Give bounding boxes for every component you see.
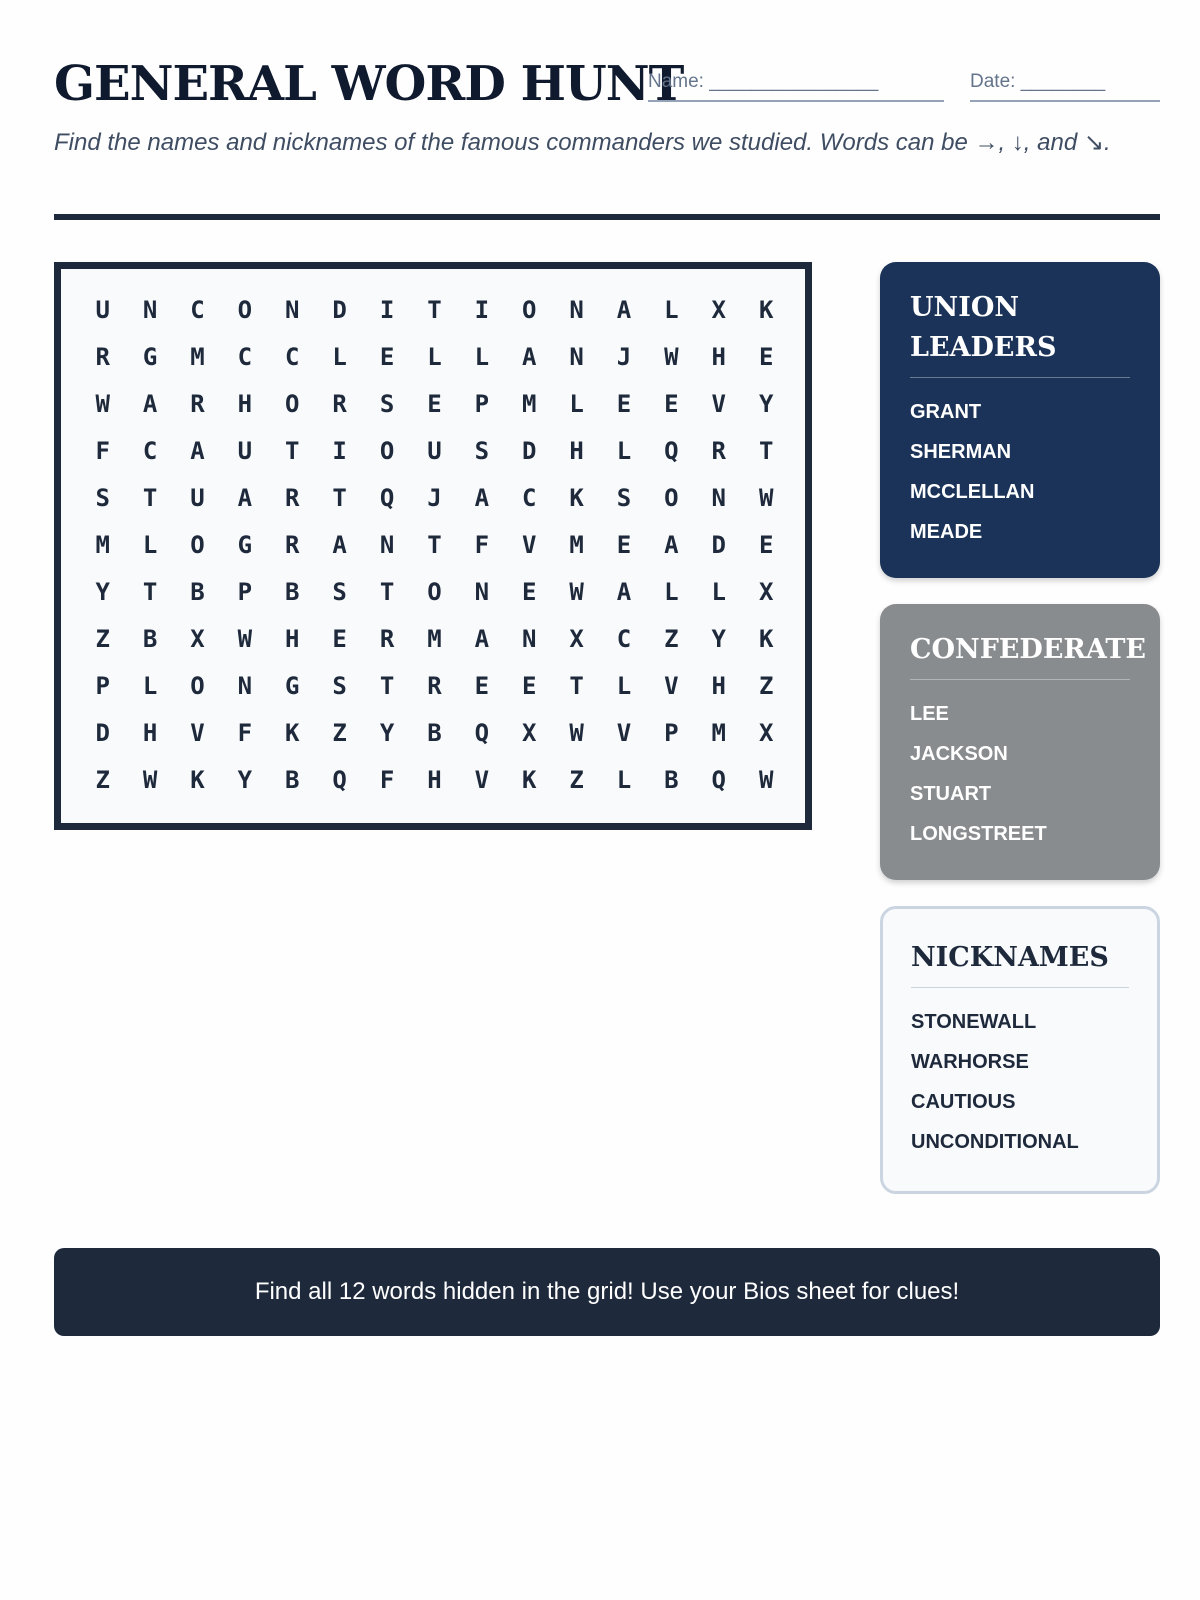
grid-cell[interactable]: J <box>616 343 632 371</box>
word-list <box>910 694 1130 854</box>
instructions: Find the names and nicknames of the famous commanders we studied. Words can be →, ↓, and ↘. <box>54 129 1111 156</box>
grid-cell[interactable]: K <box>521 766 537 794</box>
grid-cell[interactable]: H <box>569 437 584 465</box>
grid-cell[interactable]: H <box>142 719 158 747</box>
divider <box>54 214 1160 220</box>
grid-cell[interactable]: N <box>569 343 584 371</box>
grid-cell[interactable]: V <box>664 672 679 700</box>
grid-cell[interactable]: O <box>521 296 537 324</box>
grid-cell[interactable]: E <box>616 390 632 418</box>
grid-cell[interactable]: M <box>569 531 584 559</box>
grid-cell[interactable]: W <box>95 390 110 418</box>
grid-cell[interactable]: E <box>474 672 490 700</box>
grid-cell[interactable]: B <box>664 766 679 794</box>
grid-cell[interactable]: F <box>237 719 253 747</box>
grid-cell[interactable]: L <box>616 437 632 465</box>
grid-cell[interactable]: T <box>427 296 442 324</box>
grid-cell[interactable]: O <box>664 484 679 512</box>
grid-cell[interactable]: R <box>379 625 395 653</box>
grid-cell[interactable]: H <box>427 766 442 794</box>
word-list <box>911 1002 1129 1162</box>
grid-cell[interactable]: N <box>379 531 395 559</box>
name-field[interactable]: Name: ________________ <box>648 66 944 102</box>
grid-cell[interactable]: M <box>711 719 726 747</box>
grid-cell[interactable]: W <box>569 719 584 747</box>
grid-cell[interactable]: C <box>237 343 253 371</box>
grid-cell[interactable]: R <box>711 437 726 465</box>
grid-cell[interactable]: A <box>616 578 632 606</box>
grid-cell[interactable]: Q <box>474 719 490 747</box>
grid-cell[interactable]: D <box>711 531 726 559</box>
grid-row <box>79 334 805 381</box>
grid-cell[interactable]: A <box>237 484 253 512</box>
grid-cell[interactable]: O <box>379 437 395 465</box>
grid-cell[interactable]: E <box>427 390 442 418</box>
grid-cell[interactable]: E <box>616 531 632 559</box>
grid-cell[interactable]: K <box>569 484 584 512</box>
grid-cell[interactable]: I <box>379 296 395 324</box>
grid-row <box>79 757 805 804</box>
grid-cell[interactable]: W <box>237 625 253 653</box>
grid-cell[interactable]: W <box>142 766 158 794</box>
grid-cell[interactable]: N <box>474 578 490 606</box>
grid-cell[interactable]: Z <box>332 719 347 747</box>
word-list <box>910 392 1130 552</box>
word-item: SHERMAN <box>910 441 1012 463</box>
grid-cell[interactable]: L <box>664 578 679 606</box>
grid-cell[interactable]: C <box>521 484 537 512</box>
grid-cell[interactable]: L <box>142 672 158 700</box>
header <box>54 52 1160 116</box>
grid-cell[interactable]: O <box>285 390 300 418</box>
word-search-grid <box>54 262 812 830</box>
grid-row <box>79 663 805 710</box>
grid-cell[interactable]: P <box>237 578 253 606</box>
grid-cell[interactable]: E <box>664 390 679 418</box>
grid-cell[interactable]: S <box>332 672 347 700</box>
grid-cell[interactable]: V <box>190 719 205 747</box>
grid-cell[interactable]: L <box>332 343 347 371</box>
grid-cell[interactable]: D <box>521 437 537 465</box>
grid-cell[interactable]: D <box>332 296 347 324</box>
grid-cell[interactable]: Z <box>95 766 110 794</box>
grid-cell[interactable]: B <box>427 719 442 747</box>
grid-cell[interactable]: L <box>142 531 158 559</box>
grid-cell[interactable]: O <box>190 672 205 700</box>
grid-cell[interactable]: E <box>379 343 395 371</box>
grid-cell[interactable]: M <box>190 343 205 371</box>
grid-cell[interactable]: J <box>427 484 442 512</box>
word-item: STONEWALL <box>911 1011 1037 1033</box>
grid-cell[interactable]: L <box>664 296 679 324</box>
grid-cell[interactable]: P <box>664 719 679 747</box>
grid-cell[interactable]: H <box>237 390 253 418</box>
grid-cell[interactable]: A <box>664 531 679 559</box>
confederate-card <box>880 604 1160 880</box>
grid-cell[interactable]: N <box>285 296 300 324</box>
grid-row <box>79 616 805 663</box>
grid-cell[interactable]: X <box>711 296 726 324</box>
grid-cell[interactable]: T <box>142 578 158 606</box>
grid-cell[interactable]: G <box>237 531 253 559</box>
grid-cell[interactable]: U <box>427 437 442 465</box>
grid-cell[interactable]: U <box>95 296 110 324</box>
card-title: UNION LEADERS <box>910 288 1130 378</box>
grid-cell[interactable]: R <box>190 390 205 418</box>
grid-cell[interactable]: H <box>711 343 726 371</box>
grid-cell[interactable]: M <box>95 531 110 559</box>
grid-cell[interactable]: S <box>379 390 395 418</box>
grid-cell[interactable]: S <box>616 484 632 512</box>
grid-cell[interactable]: E <box>521 672 537 700</box>
grid-cell[interactable]: C <box>142 437 158 465</box>
grid-row <box>79 428 805 475</box>
grid-cell[interactable]: Y <box>758 390 774 418</box>
grid-row <box>79 710 805 757</box>
grid-row <box>79 475 805 522</box>
word-item: GRANT <box>910 401 982 423</box>
grid-cell[interactable]: O <box>427 578 442 606</box>
grid-cell[interactable]: I <box>474 296 490 324</box>
grid-cell[interactable]: A <box>616 296 632 324</box>
grid-cell[interactable]: B <box>142 625 158 653</box>
grid-cell[interactable]: U <box>190 484 205 512</box>
grid-cell[interactable]: N <box>569 296 584 324</box>
grid-cell[interactable]: Z <box>95 625 110 653</box>
grid-cell[interactable]: C <box>285 343 300 371</box>
grid-cell[interactable]: S <box>332 578 347 606</box>
grid-cell[interactable]: V <box>616 719 632 747</box>
card-title: NICKNAMES <box>911 938 1129 988</box>
grid-cell[interactable]: K <box>190 766 205 794</box>
grid-cell[interactable]: Q <box>711 766 726 794</box>
grid-cell[interactable]: S <box>95 484 110 512</box>
grid-cell[interactable]: G <box>285 672 300 700</box>
grid-cell[interactable]: Z <box>569 766 584 794</box>
grid-cell[interactable]: A <box>521 343 537 371</box>
word-item: UNCONDITIONAL <box>911 1131 1079 1153</box>
grid-cell[interactable]: T <box>569 672 584 700</box>
grid-row <box>79 522 805 569</box>
grid-cell[interactable]: D <box>95 719 110 747</box>
date-field[interactable]: Date: ________ <box>970 66 1160 102</box>
grid-cell[interactable]: L <box>711 578 726 606</box>
grid-cell[interactable]: W <box>569 578 584 606</box>
grid-cell[interactable]: X <box>569 625 584 653</box>
union-leaders-card <box>880 262 1160 578</box>
grid-cell[interactable]: T <box>427 531 442 559</box>
grid-cell[interactable]: N <box>521 625 537 653</box>
grid-cell[interactable]: S <box>474 437 490 465</box>
page-title: GENERAL WORD HUNT <box>54 56 684 112</box>
grid-cell[interactable]: M <box>521 390 537 418</box>
grid-cell[interactable]: P <box>474 390 490 418</box>
grid-cell[interactable]: O <box>237 296 253 324</box>
grid-cell[interactable]: T <box>758 437 774 465</box>
grid-cell[interactable]: X <box>758 578 774 606</box>
grid-cell[interactable]: A <box>474 625 490 653</box>
grid-cell[interactable]: T <box>332 484 347 512</box>
grid-cell[interactable]: U <box>237 437 253 465</box>
grid-cell[interactable]: V <box>474 766 490 794</box>
grid-cell[interactable]: B <box>285 766 300 794</box>
grid-cell[interactable]: A <box>474 484 490 512</box>
grid-cell[interactable]: R <box>285 531 300 559</box>
grid-cell[interactable]: X <box>521 719 537 747</box>
grid-cell[interactable]: E <box>758 343 774 371</box>
grid-row <box>79 569 805 616</box>
word-item: STUART <box>910 783 992 805</box>
grid-row <box>79 381 805 428</box>
grid-row <box>79 287 805 334</box>
grid-cell[interactable]: X <box>190 625 205 653</box>
word-item: LEE <box>910 703 949 725</box>
grid-cell[interactable]: K <box>285 719 300 747</box>
grid-cell[interactable]: W <box>664 343 679 371</box>
nicknames-card <box>880 906 1160 1194</box>
grid-cell[interactable]: K <box>758 296 774 324</box>
grid-cell[interactable]: L <box>616 766 632 794</box>
grid-cell[interactable]: Z <box>758 672 774 700</box>
grid-cell[interactable]: A <box>332 531 347 559</box>
word-item: WARHORSE <box>911 1051 1029 1073</box>
grid-cell[interactable]: L <box>427 343 442 371</box>
grid-cell[interactable]: C <box>616 625 632 653</box>
footer-banner: Find all 12 words hidden in the grid! Use your Bios sheet for clues! <box>54 1248 1160 1336</box>
grid-cell[interactable]: Q <box>664 437 679 465</box>
grid-cell[interactable]: T <box>142 484 158 512</box>
grid-cell[interactable]: M <box>427 625 442 653</box>
grid-cell[interactable]: I <box>332 437 347 465</box>
grid-cell[interactable]: F <box>95 437 110 465</box>
word-item: LONGSTREET <box>910 823 1047 845</box>
grid-cell[interactable]: E <box>332 625 347 653</box>
grid-cell[interactable]: T <box>379 578 395 606</box>
word-item: MEADE <box>910 521 983 543</box>
word-item: MCCLELLAN <box>910 481 1035 503</box>
grid-cell[interactable]: N <box>142 296 158 324</box>
grid-cell[interactable]: A <box>190 437 205 465</box>
grid-cell[interactable]: E <box>758 531 774 559</box>
grid-cell[interactable]: Y <box>711 625 726 653</box>
grid-cell[interactable]: C <box>190 296 205 324</box>
grid-cell[interactable]: N <box>711 484 726 512</box>
grid-cell[interactable]: R <box>285 484 300 512</box>
grid-cell[interactable]: Q <box>379 484 395 512</box>
grid-cell[interactable]: R <box>427 672 442 700</box>
grid-cell[interactable]: W <box>758 766 774 794</box>
grid-cell[interactable]: T <box>379 672 395 700</box>
grid-cell[interactable]: T <box>285 437 300 465</box>
grid-cell[interactable]: Q <box>332 766 347 794</box>
grid-cell[interactable]: F <box>474 531 490 559</box>
grid-cell[interactable]: N <box>237 672 253 700</box>
grid-cell[interactable]: B <box>285 578 300 606</box>
grid-cell[interactable]: E <box>521 578 537 606</box>
grid-cell[interactable]: V <box>521 531 537 559</box>
grid-cell[interactable]: L <box>474 343 490 371</box>
grid-cell[interactable]: F <box>379 766 395 794</box>
grid-cell[interactable]: O <box>190 531 205 559</box>
grid-cell[interactable]: G <box>142 343 158 371</box>
grid-cell[interactable]: L <box>569 390 584 418</box>
grid-cell[interactable]: Y <box>237 766 253 794</box>
grid-cell[interactable]: A <box>142 390 158 418</box>
grid-cell[interactable]: B <box>190 578 205 606</box>
word-item: CAUTIOUS <box>911 1091 1016 1113</box>
grid-cell[interactable]: P <box>95 672 110 700</box>
grid-cell[interactable]: Z <box>664 625 679 653</box>
grid-cell[interactable]: R <box>95 343 110 371</box>
grid-cell[interactable]: H <box>285 625 300 653</box>
grid-cell[interactable]: V <box>711 390 726 418</box>
card-title: CONFEDERATE <box>910 630 1130 680</box>
word-item: JACKSON <box>910 743 1008 765</box>
grid-cell[interactable]: Y <box>379 719 395 747</box>
grid-cell[interactable]: W <box>758 484 774 512</box>
grid-cell[interactable]: R <box>332 390 347 418</box>
grid-cell[interactable]: L <box>616 672 632 700</box>
grid-cell[interactable]: K <box>758 625 774 653</box>
grid-cell[interactable]: H <box>711 672 726 700</box>
grid-cell[interactable]: X <box>758 719 774 747</box>
grid-cell[interactable]: Y <box>95 578 110 606</box>
